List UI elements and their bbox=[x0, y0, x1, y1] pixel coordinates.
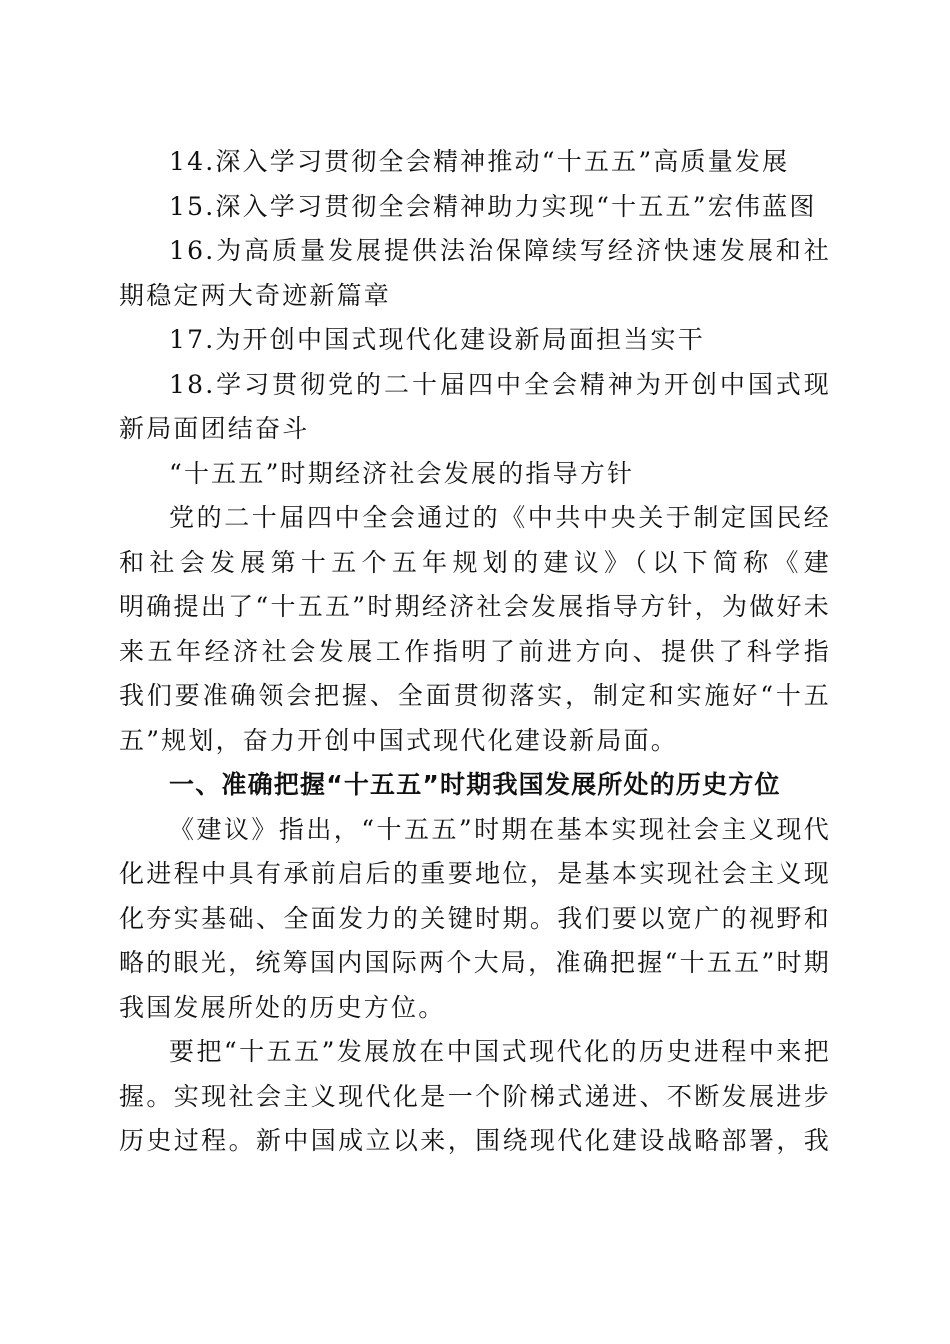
list-item-17: 17.为开创中国式现代化建设新局面担当实干 bbox=[169, 325, 705, 354]
section-paragraph-1-line-5: 我国发展所处的历史方位。 bbox=[119, 992, 446, 1022]
list-item-14: 14.深入学习贯彻全会精神推动“十五五”高质量发展 bbox=[169, 147, 790, 176]
intro-paragraph-line-5: 我们要准确领会把握、全面贯彻落实，制定和实施好“十五 bbox=[119, 681, 831, 710]
section-paragraph-2-line-1: 要把“十五五”发展放在中国式现代化的历史进程中来把 bbox=[169, 1037, 831, 1066]
section-heading: 一、准确把握“十五五”时期我国发展所处的历史方位 bbox=[169, 770, 781, 799]
list-item-16-line-1: 16.为高质量发展提供法治保障续写经济快速发展和社 bbox=[169, 236, 831, 265]
section-paragraph-1-line-3: 化夯实基础、全面发力的关键时期。我们要以宽广的视野和 bbox=[119, 903, 831, 933]
intro-paragraph-line-4: 来五年经济社会发展工作指明了前进方向、提供了科学指 bbox=[119, 636, 831, 666]
intro-paragraph-line-6: 五”规划，奋力开创中国式现代化建设新局面。 bbox=[119, 725, 678, 755]
section-paragraph-1-line-1: 《建议》指出，“十五五”时期在基本实现社会主义现代 bbox=[169, 814, 831, 844]
document-body bbox=[119, 140, 831, 1164]
intro-paragraph-line-2: 和社会发展第十五个五年规划的建议》（以下简称《建 bbox=[119, 547, 831, 577]
section-paragraph-2-line-2: 握。实现社会主义现代化是一个阶梯式递进、不断发展进步 bbox=[119, 1081, 831, 1111]
list-item-18-line-2: 新局面团结奋斗 bbox=[119, 414, 310, 443]
section-paragraph-1-line-4: 略的眼光，统筹国内国际两个大局，准确把握“十五五”时期 bbox=[119, 948, 831, 977]
intro-paragraph-line-1: 党的二十届四中全会通过的《中共中央关于制定国民经 bbox=[169, 503, 831, 532]
intro-paragraph-line-3: 明确提出了“十五五”时期经济社会发展指导方针，为做好未 bbox=[119, 592, 831, 621]
section-paragraph-1-line-2: 化进程中具有承前启后的重要地位，是基本实现社会主义现 bbox=[119, 859, 831, 888]
list-item-16-line-2: 期稳定两大奇迹新篇章 bbox=[119, 280, 392, 310]
article-title: “十五五”时期经济社会发展的指导方针 bbox=[169, 458, 635, 488]
list-item-15: 15.深入学习贯彻全会精神助力实现“十五五”宏伟蓝图 bbox=[169, 191, 817, 221]
list-item-18-line-1: 18.学习贯彻党的二十届四中全会精神为开创中国式现 bbox=[169, 369, 831, 399]
section-paragraph-2-line-3: 历史过程。新中国成立以来，围绕现代化建设战略部署，我 bbox=[119, 1126, 831, 1155]
